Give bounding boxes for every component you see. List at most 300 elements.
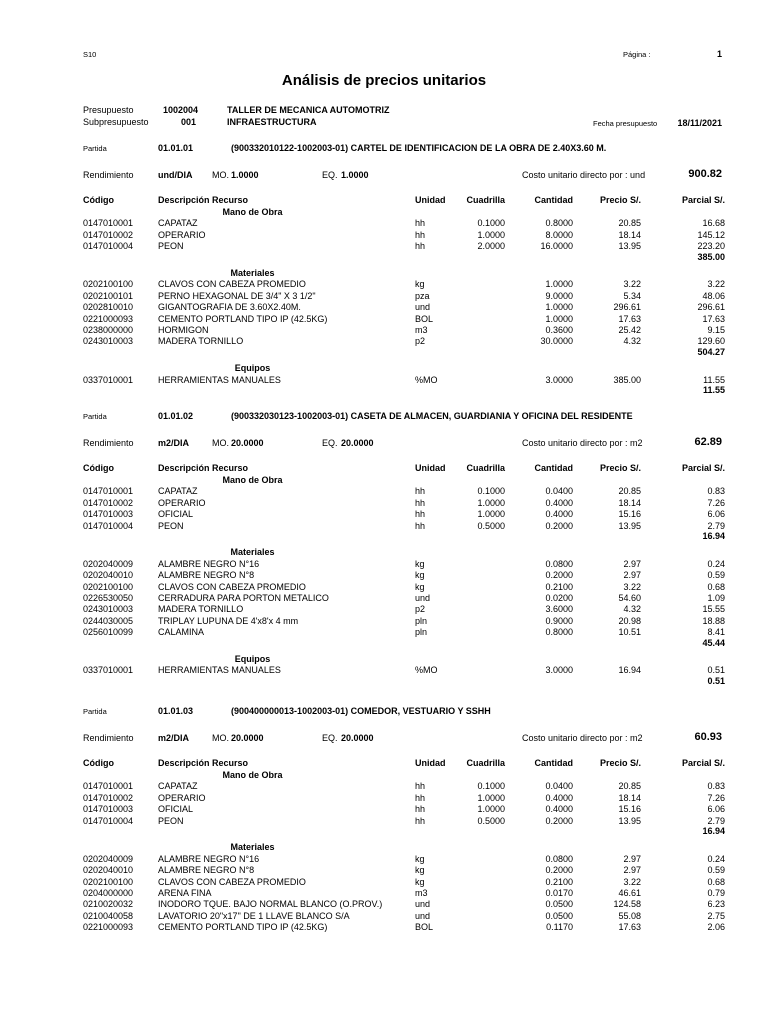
resource-description: PEON	[158, 520, 184, 531]
resource-precio: 4.32	[623, 604, 641, 615]
resource-precio: 18.14	[618, 229, 641, 240]
resource-cantidad: 0.0400	[545, 486, 573, 497]
column-header-row	[0, 195, 768, 206]
resource-precio: 13.95	[618, 520, 641, 531]
eq-value: 20.0000	[341, 438, 374, 448]
resource-cantidad: 0.4000	[545, 792, 573, 803]
eq-value: 20.0000	[341, 733, 374, 743]
resource-cuadrilla: 0.1000	[477, 781, 505, 792]
table-row	[0, 486, 768, 497]
resource-description: PEON	[158, 815, 184, 826]
resource-cantidad: 0.2100	[545, 876, 573, 887]
category-row	[0, 654, 768, 665]
category-name: Materiales	[230, 268, 275, 278]
resource-parcial: 223.20	[697, 241, 725, 252]
category-row	[0, 547, 768, 558]
resource-description: ALAMBRE NEGRO N°16	[158, 853, 260, 864]
resource-description: CEMENTO PORTLAND TIPO IP (42.5KG)	[158, 922, 328, 933]
table-row	[0, 793, 768, 804]
resource-description: HORMIGON	[158, 325, 209, 335]
resource-precio: 18.14	[618, 792, 641, 803]
costo-value: 900.82	[688, 168, 722, 180]
resource-cantidad: 0.0500	[545, 899, 573, 910]
resource-unit: kg	[415, 876, 425, 887]
table-row	[0, 375, 768, 386]
page-title: Análisis de precios unitarios	[281, 72, 487, 89]
resource-parcial: 0.68	[707, 581, 725, 592]
resource-code: 0226530050	[83, 593, 134, 603]
category-row	[0, 770, 768, 781]
resource-precio: 18.14	[618, 497, 641, 508]
resource-unit: und	[415, 593, 431, 603]
mo-value: 1.0000	[231, 170, 259, 180]
resource-code: 0238000000	[83, 325, 134, 335]
resource-parcial: 2.79	[707, 815, 725, 826]
resource-cuadrilla: 1.0000	[477, 804, 505, 815]
resource-parcial: 2.75	[707, 910, 725, 921]
resource-unit: kg	[415, 853, 425, 864]
resource-unit: kg	[415, 865, 425, 876]
table-row	[0, 279, 768, 290]
table-row	[0, 521, 768, 532]
resource-parcial: 0.79	[707, 888, 725, 898]
resource-parcial: 296.61	[697, 302, 725, 313]
subpresupuesto-code: 001	[181, 117, 197, 127]
col-descripcion: Descripción Recurso	[158, 758, 249, 768]
partida-description: (900400000013-1002003-01) COMEDOR, VESTUARIO Y SSHH	[231, 706, 491, 716]
resource-precio: 15.16	[618, 804, 641, 815]
rendimiento-row	[0, 170, 768, 181]
eq-label: EQ.	[322, 733, 338, 743]
resource-parcial: 3.22	[707, 279, 725, 290]
category-name: Mano de Obra	[222, 475, 283, 485]
category-name: Equipos	[234, 654, 271, 664]
subtotal-row	[0, 385, 768, 396]
resource-precio: 15.16	[618, 509, 641, 520]
resource-parcial: 0.83	[707, 781, 725, 792]
resource-precio: 3.22	[623, 876, 641, 887]
table-row	[0, 604, 768, 615]
resource-parcial: 0.24	[707, 853, 725, 864]
resource-description: HERRAMIENTAS MANUALES	[158, 374, 281, 385]
resource-cuadrilla: 2.0000	[477, 241, 505, 252]
partida-code: 01.01.03	[158, 706, 194, 716]
resource-precio: 20.98	[618, 615, 641, 626]
resource-parcial: 0.83	[707, 486, 725, 497]
resource-description: PEON	[158, 241, 184, 252]
col-cantidad: Cantidad	[534, 758, 573, 768]
resource-precio: 25.42	[618, 325, 641, 335]
col-parcial: Parcial S/.	[681, 463, 725, 473]
resource-unit: und	[415, 910, 431, 921]
rendimiento-label: Rendimiento	[83, 733, 134, 743]
col-precio: Precio S/.	[599, 758, 641, 768]
costo-label: Costo unitario directo por : m2	[522, 438, 643, 448]
group-subtotal: 45.44	[702, 637, 725, 648]
partida-label: Partida	[83, 144, 107, 153]
eq-value: 1.0000	[341, 170, 369, 180]
resource-unit: kg	[415, 570, 425, 581]
rendimiento-label: Rendimiento	[83, 438, 134, 448]
resource-parcial: 0.68	[707, 876, 725, 887]
resource-precio: 4.32	[623, 336, 641, 347]
partida-label: Partida	[83, 707, 107, 716]
resource-parcial: 11.55	[703, 374, 725, 385]
col-cantidad: Cantidad	[534, 463, 573, 473]
partida-row	[0, 143, 768, 154]
resource-unit: pza	[415, 290, 430, 301]
resource-precio: 124.58	[613, 899, 641, 910]
resource-description: ALAMBRE NEGRO N°16	[158, 558, 260, 569]
resource-code: 0147010001	[83, 781, 134, 792]
table-row	[0, 911, 768, 922]
group-subtotal: 11.55	[702, 385, 725, 395]
resource-precio: 55.08	[618, 910, 641, 921]
resource-precio: 13.95	[618, 241, 641, 252]
resource-parcial: 17.63	[702, 313, 725, 324]
category-name: Materiales	[230, 842, 275, 853]
col-codigo: Código	[83, 463, 114, 473]
resource-cantidad: 1.0000	[545, 279, 573, 290]
mo-value: 20.0000	[231, 733, 264, 743]
table-row	[0, 241, 768, 252]
category-row	[0, 842, 768, 853]
resource-cantidad: 0.2100	[545, 581, 573, 592]
resource-cantidad: 0.1170	[546, 922, 573, 933]
resource-cuadrilla: 1.0000	[477, 792, 505, 803]
resource-code: 0202040010	[83, 570, 134, 581]
resource-description: CLAVOS CON CABEZA PROMEDIO	[158, 876, 306, 887]
resource-precio: 3.22	[623, 279, 641, 290]
resource-code: 0202810010	[83, 302, 134, 313]
col-codigo: Código	[83, 758, 114, 768]
resource-description: PERNO HEXAGONAL DE 3/4" X 3 1/2"	[158, 290, 316, 301]
resource-description: INODORO TQUE. BAJO NORMAL BLANCO (O.PROV.)	[158, 899, 383, 910]
resource-code: 0202100101	[83, 290, 134, 301]
table-row	[0, 854, 768, 865]
resource-cuadrilla: 1.0000	[477, 509, 505, 520]
mo-label: MO.	[212, 170, 229, 180]
costo-value: 60.93	[694, 731, 722, 743]
resource-precio: 46.61	[618, 888, 641, 898]
resource-parcial: 8.41	[707, 627, 725, 638]
resource-parcial: 2.06	[707, 922, 725, 933]
resource-description: ARENA FINA	[158, 888, 212, 898]
resource-code: 0202100100	[83, 581, 134, 592]
resource-code: 0204000000	[83, 888, 134, 898]
resource-precio: 2.97	[623, 853, 641, 864]
resource-description: OPERARIO	[158, 792, 206, 803]
resource-code: 0202040009	[83, 853, 134, 864]
col-cuadrilla: Cuadrilla	[466, 195, 505, 205]
resource-cuadrilla: 0.1000	[477, 486, 505, 497]
resource-cantidad: 0.2000	[545, 570, 573, 581]
resource-description: CLAVOS CON CABEZA PROMEDIO	[158, 279, 306, 290]
resource-code: 0147010001	[83, 486, 134, 497]
table-row	[0, 498, 768, 509]
resource-parcial: 1.09	[707, 593, 725, 603]
resource-description: ALAMBRE NEGRO N°8	[158, 570, 255, 581]
costo-value: 62.89	[694, 436, 722, 448]
col-unidad: Unidad	[415, 463, 446, 473]
system-code: S10	[83, 50, 97, 59]
resource-unit: hh	[415, 804, 426, 815]
table-row	[0, 922, 768, 933]
col-precio: Precio S/.	[599, 463, 641, 473]
resource-precio: 17.63	[618, 922, 641, 933]
costo-label: Costo unitario directo por : m2	[522, 733, 643, 743]
group-subtotal: 16.94	[702, 826, 725, 836]
resource-description: MADERA TORNILLO	[158, 336, 244, 347]
rendimiento-unit: m2/DIA	[158, 438, 190, 448]
table-row	[0, 509, 768, 520]
resource-precio: 13.95	[618, 815, 641, 826]
table-row	[0, 899, 768, 910]
resource-code: 0147010004	[83, 815, 134, 826]
resource-unit: %MO	[415, 374, 438, 385]
resource-cantidad: 0.0800	[545, 558, 573, 569]
resource-parcial: 6.23	[707, 899, 725, 910]
table-row	[0, 627, 768, 638]
resource-code: 0202100100	[83, 876, 134, 887]
table-row	[0, 582, 768, 593]
resource-cantidad: 9.0000	[545, 290, 573, 301]
resource-unit: und	[415, 302, 431, 313]
page-label: Página :	[623, 50, 651, 59]
resource-cantidad: 0.0170	[545, 888, 573, 898]
resource-cantidad: 0.9000	[545, 615, 573, 626]
subtotal-row	[0, 638, 768, 649]
resource-cantidad: 0.4000	[545, 497, 573, 508]
resource-parcial: 2.79	[707, 520, 725, 531]
resource-description: LAVATORIO 20"x17" DE 1 LLAVE BLANCO S/A	[158, 910, 350, 921]
resource-precio: 20.85	[618, 486, 641, 497]
resource-description: OPERARIO	[158, 229, 206, 240]
table-row	[0, 218, 768, 229]
mo-label: MO.	[212, 438, 229, 448]
resource-code: 0221000093	[83, 313, 134, 324]
resource-code: 0243010003	[83, 604, 134, 615]
presupuesto-label: Presupuesto	[83, 105, 134, 115]
resource-description: CAPATAZ	[158, 781, 198, 792]
column-header-row	[0, 463, 768, 474]
resource-code: 0147010004	[83, 520, 134, 531]
presupuesto-name: TALLER DE MECANICA AUTOMOTRIZ	[227, 105, 390, 115]
subtotal-row	[0, 252, 768, 263]
resource-cantidad: 0.3600	[545, 325, 573, 335]
resource-code: 0202040010	[83, 865, 134, 876]
resource-code: 0337010001	[83, 374, 134, 385]
resource-precio: 20.85	[618, 218, 641, 229]
fecha-label: Fecha presupuesto	[593, 119, 658, 128]
resource-cantidad: 0.0200	[545, 593, 573, 603]
resource-parcial: 9.15	[707, 325, 725, 335]
resource-description: MADERA TORNILLO	[158, 604, 244, 615]
resource-unit: hh	[415, 229, 426, 240]
resource-cantidad: 0.8000	[545, 218, 573, 229]
resource-parcial: 18.88	[702, 615, 725, 626]
resource-parcial: 0.59	[707, 865, 725, 876]
rendimiento-unit: und/DIA	[158, 170, 193, 180]
resource-parcial: 15.55	[702, 604, 725, 615]
col-parcial: Parcial S/.	[681, 758, 725, 768]
table-row	[0, 314, 768, 325]
resource-description: HERRAMIENTAS MANUALES	[158, 665, 281, 676]
category-row	[0, 363, 768, 374]
table-row	[0, 616, 768, 627]
resource-parcial: 7.26	[707, 792, 725, 803]
resource-description: GIGANTOGRAFIA DE 3.60X2.40M.	[158, 302, 301, 313]
resource-unit: hh	[415, 509, 426, 520]
resource-code: 0244030005	[83, 615, 134, 626]
resource-code: 0147010004	[83, 241, 134, 252]
mo-label: MO.	[212, 733, 229, 743]
resource-parcial: 48.06	[702, 290, 725, 301]
col-unidad: Unidad	[415, 758, 446, 768]
partida-code: 01.01.02	[158, 411, 194, 421]
resource-precio: 3.22	[623, 581, 641, 592]
resource-code: 0147010001	[83, 218, 134, 229]
col-precio: Precio S/.	[599, 195, 641, 205]
resource-code: 0337010001	[83, 665, 134, 676]
col-descripcion: Descripción Recurso	[158, 195, 249, 205]
resource-description: CLAVOS CON CABEZA PROMEDIO	[158, 581, 306, 592]
resource-cantidad: 0.2000	[545, 520, 573, 531]
fecha-value: 18/11/2021	[677, 118, 722, 128]
resource-code: 0202040009	[83, 558, 134, 569]
subtotal-row	[0, 531, 768, 542]
resource-cantidad: 0.0500	[545, 910, 573, 921]
resource-parcial: 7.26	[707, 497, 725, 508]
category-name: Equipos	[234, 363, 271, 374]
resource-cantidad: 8.0000	[545, 229, 573, 240]
resource-cuadrilla: 0.5000	[477, 520, 505, 531]
partida-description: (900332010122-1002003-01) CARTEL DE IDENTIFICACION DE LA OBRA DE 2.40X3.60 M.	[231, 143, 607, 153]
resource-code: 0210020032	[83, 899, 134, 910]
resource-cantidad: 3.0000	[545, 665, 573, 676]
category-row	[0, 268, 768, 279]
category-name: Mano de Obra	[222, 207, 283, 217]
table-row	[0, 230, 768, 241]
subpresupuesto-name: INFRAESTRUCTURA	[227, 117, 317, 127]
resource-code: 0147010002	[83, 229, 134, 240]
resource-cuadrilla: 0.5000	[477, 815, 505, 826]
group-subtotal: 0.51	[707, 675, 725, 686]
presupuesto-code: 1002004	[163, 105, 199, 115]
resource-parcial: 129.60	[697, 336, 725, 347]
resource-cantidad: 1.0000	[545, 313, 573, 324]
resource-cantidad: 0.4000	[545, 804, 573, 815]
resource-parcial: 0.59	[707, 570, 725, 581]
partida-row	[0, 411, 768, 422]
subpresupuesto-label: Subpresupuesto	[83, 117, 149, 127]
resource-unit: %MO	[415, 665, 438, 676]
col-descripcion: Descripción Recurso	[158, 463, 249, 473]
rendimiento-unit: m2/DIA	[158, 733, 190, 743]
partida-code: 01.01.01	[158, 143, 194, 153]
page-number: 1	[716, 49, 722, 59]
resource-description: CEMENTO PORTLAND TIPO IP (42.5KG)	[158, 313, 328, 324]
resource-cantidad: 0.2000	[545, 815, 573, 826]
resource-unit: BOL	[415, 313, 434, 324]
resource-description: OFICIAL	[158, 509, 194, 520]
costo-label: Costo unitario directo por : und	[522, 170, 646, 180]
resource-cuadrilla: 1.0000	[477, 497, 505, 508]
resource-description: ALAMBRE NEGRO N°8	[158, 865, 255, 876]
table-row	[0, 559, 768, 570]
resource-description: OPERARIO	[158, 497, 206, 508]
resource-unit: m3	[415, 325, 428, 335]
resource-cantidad: 3.6000	[545, 604, 573, 615]
resource-cuadrilla: 0.1000	[477, 218, 505, 229]
partida-label: Partida	[83, 412, 107, 421]
resource-description: CERRADURA PARA PORTON METALICO	[158, 593, 329, 603]
resource-parcial: 16.68	[702, 218, 725, 229]
resource-code: 0202100100	[83, 279, 134, 290]
resource-cantidad: 0.8000	[545, 627, 573, 638]
table-row	[0, 888, 768, 899]
resource-unit: p2	[415, 336, 426, 347]
subtotal-row	[0, 676, 768, 687]
rendimiento-label: Rendimiento	[83, 170, 134, 180]
resource-code: 0147010003	[83, 804, 134, 815]
resource-unit: hh	[415, 218, 426, 229]
table-row	[0, 336, 768, 347]
category-name: Materiales	[230, 547, 275, 558]
resource-description: TRIPLAY LUPUNA DE 4'x8'x 4 mm	[158, 615, 299, 626]
col-cantidad: Cantidad	[534, 195, 573, 205]
resource-code: 0147010002	[83, 792, 134, 803]
resource-unit: hh	[415, 815, 426, 826]
resource-cantidad: 0.4000	[545, 509, 573, 520]
col-codigo: Código	[83, 195, 114, 205]
resource-unit: kg	[415, 279, 425, 290]
table-row	[0, 593, 768, 604]
resource-parcial: 0.51	[707, 665, 725, 676]
resource-code: 0256010099	[83, 627, 134, 638]
resource-unit: hh	[415, 241, 426, 252]
resource-precio: 10.51	[618, 627, 641, 638]
resource-unit: hh	[415, 486, 426, 497]
resource-precio: 2.97	[623, 570, 641, 581]
resource-description: CALAMINA	[158, 627, 205, 638]
resource-unit: BOL	[415, 922, 434, 933]
resource-description: OFICIAL	[158, 804, 194, 815]
resource-precio: 17.63	[618, 313, 641, 324]
resource-precio: 2.97	[623, 558, 641, 569]
resource-precio: 54.60	[618, 593, 641, 603]
resource-unit: pln	[415, 615, 428, 626]
table-row	[0, 804, 768, 815]
col-cuadrilla: Cuadrilla	[466, 758, 505, 768]
mo-value: 20.0000	[231, 438, 264, 448]
group-subtotal: 504.27	[697, 346, 725, 357]
resource-code: 0210040058	[83, 910, 134, 921]
resource-cantidad: 1.0000	[545, 302, 573, 313]
table-row	[0, 570, 768, 581]
table-row	[0, 325, 768, 336]
table-row	[0, 302, 768, 313]
rendimiento-row	[0, 438, 768, 449]
resource-cantidad: 0.0400	[545, 781, 573, 792]
col-unidad: Unidad	[415, 195, 446, 205]
resource-unit: pln	[415, 627, 428, 638]
resource-unit: und	[415, 899, 431, 910]
resource-code: 0147010003	[83, 509, 134, 520]
partida-description: (900332030123-1002003-01) CASETA DE ALMACEN, GUARDIANIA Y OFICINA DEL RESIDENTE	[231, 411, 633, 421]
resource-code: 0221000093	[83, 922, 134, 933]
column-header-row	[0, 758, 768, 769]
